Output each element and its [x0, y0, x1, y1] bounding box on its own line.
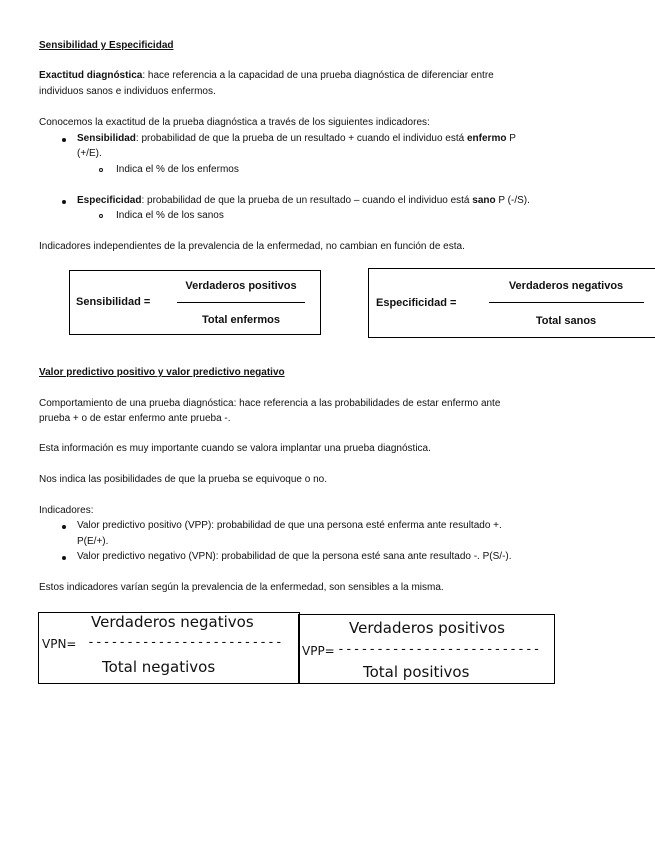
formula-label: VPN= [42, 637, 77, 651]
bullet-vpp: Valor predictivo positivo (VPP): probabilidad de que una persona esté enferma ante resultado +. [77, 520, 502, 531]
formula-label: Sensibilidad = [76, 296, 151, 308]
paragraph-indicadores: Indicadores: [39, 505, 94, 516]
bullet-dot [62, 556, 66, 560]
bullet-dot [62, 138, 66, 142]
section-title-sensibilidad: Sensibilidad y Especificidad [39, 40, 174, 51]
formula-box-especificidad [368, 268, 655, 338]
formula-numerator: Verdaderos positivos [185, 280, 297, 292]
sub-bullet-circle [99, 168, 103, 172]
formula-denominator: Total positivos [363, 663, 470, 681]
sub-bullet-enfermos: Indica el % de los enfermos [116, 164, 239, 175]
sub-bullet-circle [99, 214, 103, 218]
paragraph-indicadores-intro: Conocemos la exactitud de la prueba diagnóstica a través de los siguientes indicadores: [39, 117, 430, 128]
bullet-dot [62, 200, 66, 204]
paragraph-comportamiento-line2: prueba + o de estar enfermo ante prueba -. [39, 413, 231, 424]
bullet-especificidad: Especificidad: probabilidad de que la prueba de un resultado – cuando el individuo está sano P (-/S). [77, 195, 530, 206]
section-title-valor-predictivo: Valor predictivo positivo y valor predictivo negativo [39, 367, 285, 378]
formula-numerator: Verdaderos positivos [349, 619, 505, 637]
formula-box-vpp [298, 614, 555, 684]
formula-dash-line: ------------------------- [87, 635, 283, 650]
formula-label: Especificidad = [376, 297, 457, 309]
fraction-line [489, 302, 644, 303]
paragraph-comportamiento: Comportamiento de una prueba diagnóstica: hace referencia a las probabilidades de estar enfermo ante [39, 398, 501, 409]
formula-label: VPP= [302, 644, 335, 658]
paragraph-posibilidades: Nos indica las posibilidades de que la prueba se equivoque o no. [39, 474, 327, 485]
formula-box-sensibilidad [69, 270, 321, 335]
term-exactitud: Exactitud diagnóstica [39, 70, 143, 81]
formula-numerator: Verdaderos negativos [91, 613, 254, 631]
formula-denominator: Total enfermos [201, 314, 281, 326]
bullet-sensibilidad-line2: (+/E). [77, 148, 102, 159]
paragraph-exactitud: Exactitud diagnóstica: hace referencia a la capacidad de una prueba diagnóstica de diferenciar entre [39, 70, 494, 81]
paragraph-varian: Estos indicadores varían según la prevalencia de la enfermedad, son sensibles a la misma. [39, 582, 444, 593]
paragraph-independientes: Indicadores independientes de la prevalencia de la enfermedad, no cambian en función de esta. [39, 241, 465, 252]
formula-box-vpn [38, 612, 300, 684]
bullet-vpn: Valor predictivo negativo (VPN): probabilidad de que la persona esté sana ante resultado -. P(S/-). [77, 551, 512, 562]
paragraph-importante: Esta información es muy importante cuando se valora implantar una prueba diagnóstica. [39, 443, 431, 454]
formula-denominator: Total sanos [535, 315, 597, 327]
paragraph-exactitud-line2: individuos sanos e individuos enfermos. [39, 86, 216, 97]
fraction-line [177, 302, 305, 303]
sub-bullet-sanos: Indica el % de los sanos [116, 210, 224, 221]
formula-numerator: Verdaderos negativos [508, 280, 624, 292]
bullet-vpp-line2: P(E/+). [77, 536, 109, 547]
formula-denominator: Total negativos [102, 658, 216, 676]
bullet-dot [62, 525, 66, 529]
formula-dash-line: -------------------------- [337, 642, 541, 657]
bullet-sensibilidad: Sensibilidad: probabilidad de que la prueba de un resultado + cuando el individuo está enfermo P [77, 133, 516, 144]
